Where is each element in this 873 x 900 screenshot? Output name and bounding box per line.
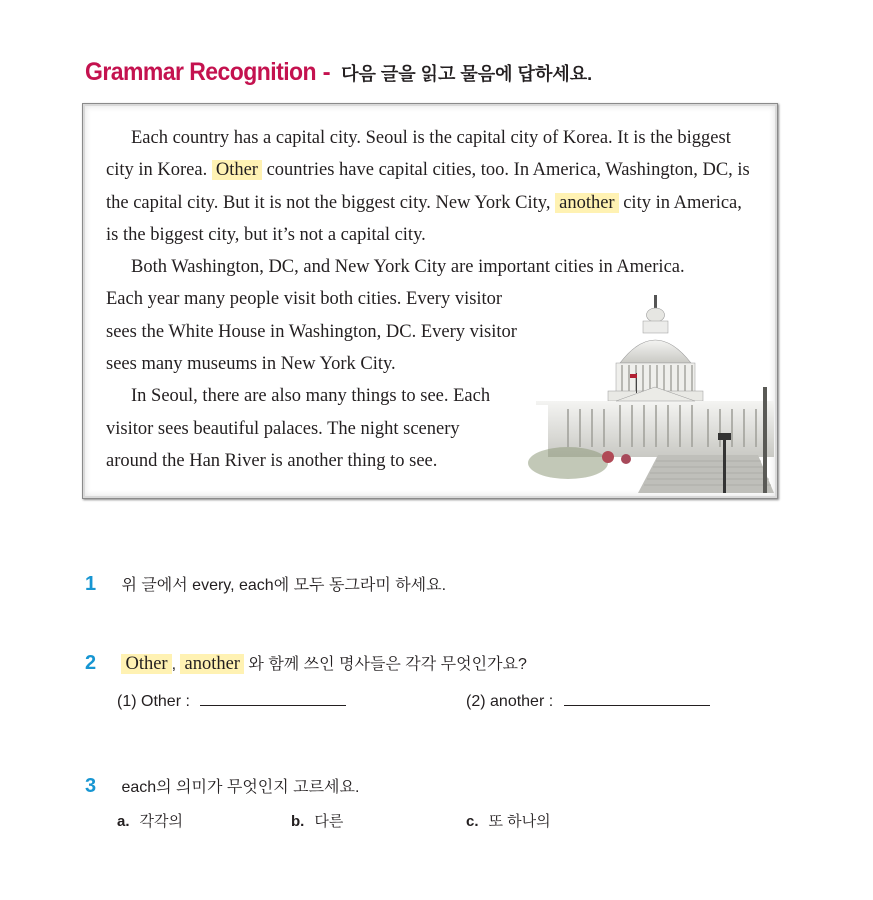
question-2-text: 와 함께 쓰인 명사들은 각각 무엇인가요? <box>248 656 527 673</box>
answer-blank[interactable] <box>200 691 346 706</box>
answer-row-2 <box>466 691 710 711</box>
choice-letter: c. <box>466 813 479 830</box>
highlight-other: Other <box>121 654 171 674</box>
passage-line: sees many museums in New York City. <box>106 354 396 375</box>
question-number: 3 <box>85 775 97 797</box>
answer-blank[interactable] <box>564 691 710 706</box>
sub-label: (1) <box>117 693 137 710</box>
question-number: 2 <box>85 652 97 674</box>
question-number: 1 <box>85 573 97 595</box>
passage-paragraph-3-line: In Seoul, there are also many things to see. Each <box>131 386 491 407</box>
choice-letter: a. <box>117 813 130 830</box>
highlight-another: another <box>555 193 618 213</box>
question-text <box>121 656 526 673</box>
question-2 <box>85 651 527 675</box>
choice-text: 다른 <box>314 813 344 830</box>
passage-paragraph-2-line: Both Washington, DC, and New York City are important cities in America. <box>131 257 685 278</box>
choice-letter: b. <box>291 813 305 830</box>
heading-separator: - <box>322 59 331 86</box>
passage-text: city in America, is the biggest city, but it’s not a capital city. <box>106 192 742 245</box>
passage-text: countries have capital cities, too. In America, Washington, DC, is the capital city. But it is not the biggest city. New York City, <box>106 160 750 213</box>
heading-instruction: 다음 글을 읽고 물음에 답하세요. <box>341 64 593 84</box>
passage-paragraph-1 <box>106 122 756 251</box>
choice-b[interactable] <box>291 810 343 831</box>
passage-line: visitor sees beautiful palaces. The night scenery <box>106 418 460 439</box>
sub-text: another : <box>490 693 554 710</box>
question-text: 위 글에서 every, each에 모두 동그라미 하세요. <box>121 577 447 594</box>
highlight-other: Other <box>212 160 262 180</box>
passage-line: sees the White House in Washington, DC. Every visitor <box>106 321 517 342</box>
question-3 <box>85 774 359 798</box>
choice-text: 또 하나의 <box>488 813 551 830</box>
highlight-another: another <box>180 654 243 674</box>
sub-label: (2) <box>466 693 486 710</box>
reading-passage-box <box>82 103 778 499</box>
choice-text: 각각의 <box>139 813 183 830</box>
passage-line: around the Han River is another thing to see. <box>106 450 438 471</box>
choice-c[interactable] <box>466 810 551 831</box>
sub-text: Other : <box>141 693 190 710</box>
passage-text: Each country has a capital city. Seoul is the capital city of Korea. It is the biggest city in Korea. <box>106 128 731 181</box>
comma: , <box>171 656 177 673</box>
section-heading <box>85 58 592 87</box>
choice-a[interactable] <box>117 810 183 831</box>
answer-row-1 <box>117 691 346 711</box>
passage-line: Each year many people visit both cities. Every visitor <box>106 289 503 310</box>
capitol-building-image <box>508 287 774 493</box>
question-text: each의 의미가 무엇인지 고르세요. <box>121 779 360 796</box>
question-1 <box>85 572 446 596</box>
heading-title: Grammar Recognition <box>85 58 317 86</box>
